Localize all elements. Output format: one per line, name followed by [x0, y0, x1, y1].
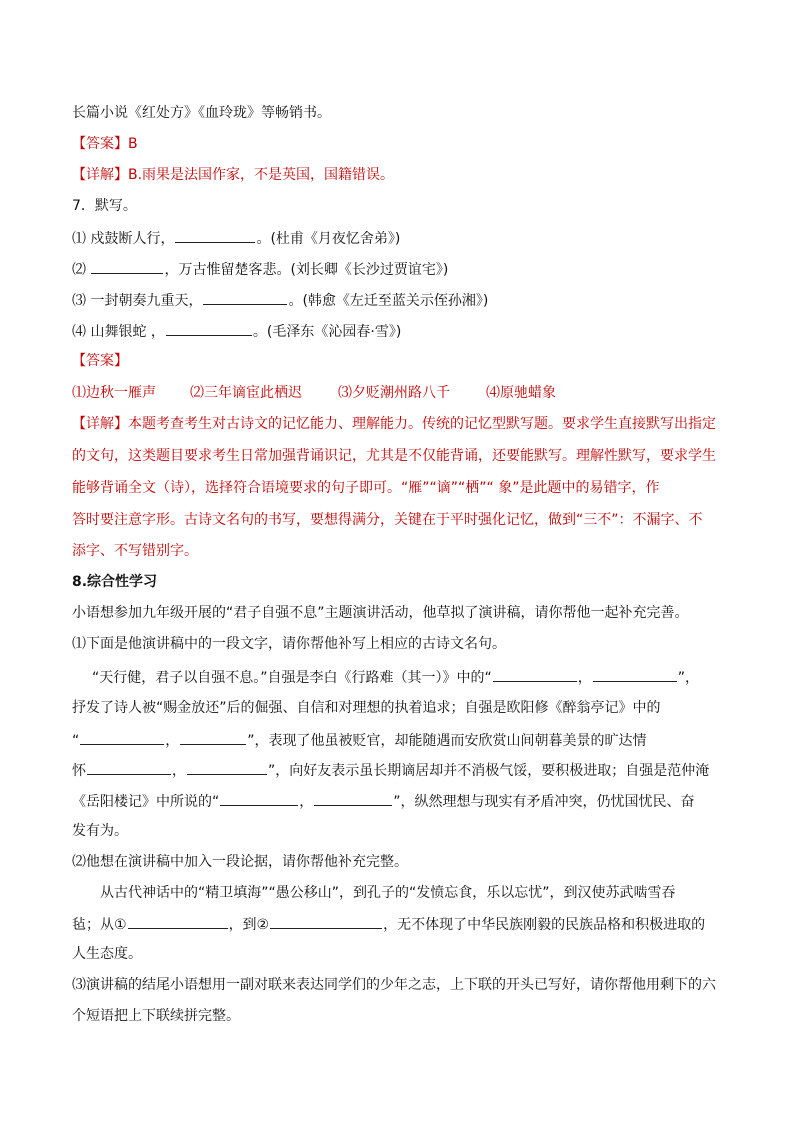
detail-text: 能够背诵全文（诗），选择符合语境要求的句子即可。“雁”“谪”“栖”“ 象”是此题中的易错字，作 — [72, 480, 660, 496]
text-span: 怀 — [72, 763, 86, 779]
dictation-source: 。(毛泽东《沁园春·雪》) — [252, 324, 402, 340]
blank-line — [203, 290, 287, 305]
question-title: 7．默写。 — [72, 198, 137, 214]
detail-text: 答时要注意字形。古诗文名句的书写，要想得满分，关键在于平时强化记忆，做到“三不”：不漏字、不 — [72, 512, 703, 528]
text-span: ， — [299, 794, 314, 810]
text-span: ”，表现了他虽被贬官，却能随遇而安欣赏山间朝暮美景的旷达情 — [247, 733, 647, 749]
blank-line — [87, 760, 171, 775]
detail-text: B.雨果是法国作家，不是英国，国籍错误。 — [128, 167, 395, 183]
sub-question: ⑶演讲稿的结尾小语想用一副对联来表达同学们的少年之志，上下联的开头已写好，请你帮他用剩下的六 — [72, 977, 716, 993]
text-span: ”，向好友表示虽长期谪居却并不消极气馁，要积极进取；自强是范仲淹 — [268, 763, 710, 779]
detail-row — [72, 166, 394, 184]
dictation-source: ，万古惟留楚客悲。(刘长卿《长沙过贾谊宅》) — [164, 262, 449, 278]
dictation-item-1 — [72, 228, 400, 248]
paragraph-line — [92, 667, 699, 687]
paragraph-line — [72, 760, 709, 780]
answer-row — [72, 135, 138, 153]
text-span: ， — [172, 763, 186, 779]
blank-line — [593, 667, 677, 682]
blank-line — [493, 667, 577, 682]
sub-question: 个短语把上下联续拼完整。 — [72, 1008, 240, 1024]
text-span: 《岳阳楼记》中所说的“ — [72, 794, 220, 810]
text-line: 小语想参加九年级开展的“君子自强不息”主题演讲活动，他草拟了演讲稿，请你帮他一起补充完善。 — [72, 605, 689, 621]
text-span: ，到② — [228, 917, 270, 933]
blank-line — [175, 228, 255, 243]
answer-item: ⑴边秋一雁声 — [72, 385, 156, 401]
detail-text: 添字、不写错别字。 — [72, 543, 198, 559]
text-span: ”， — [677, 670, 700, 686]
sub-question: ⑴下面是他演讲稿中的一段文字，请你帮他补写上相应的古诗文名句。 — [72, 636, 506, 652]
detail-text: 的文句，这类题目要求考生日常加强背诵识记，尤其是不仅能背诵，还要能默写。理解性默写，要求学生 — [72, 448, 716, 464]
paragraph-line: 抒发了诗人被“赐金放还”后的倔强、自信和对理想的执着追求；自强是欧阳修《醉翁亭记》中的 — [72, 700, 661, 716]
paragraph-line: 从古代神话中的“精卫填海”“愚公移山”，到孔子的“发愤忘食，乐以忘忧”，到汉使苏武啮雪吞 — [100, 885, 676, 901]
text-span: “ — [72, 733, 80, 749]
paragraph-line — [72, 791, 695, 811]
blank-line — [91, 259, 163, 274]
answer-label: 【答案】 — [72, 353, 128, 369]
paragraph-line — [72, 730, 647, 750]
text-span: “天行健，君子以自强不息。”自强是李白《行路难（其一）》中的“ — [92, 670, 492, 686]
answer-item: ⑵三年谪宦此栖迟 — [190, 385, 302, 401]
dictation-item-4 — [72, 321, 401, 341]
dictation-item-2 — [72, 259, 448, 279]
blank-line — [187, 760, 267, 775]
blank-line — [314, 791, 392, 806]
question-title: 8.综合性学习 — [72, 574, 158, 590]
answer-text: B — [128, 136, 138, 152]
sub-question: ⑵他想在演讲稿中加入一段论据，请你帮他补充完整。 — [72, 854, 408, 870]
dictation-source: 。(韩愈《左迁至蓝关示侄孙湘》) — [288, 293, 489, 309]
detail-label: 【详解】 — [72, 167, 128, 183]
detail-label: 【详解】 — [72, 416, 128, 432]
blank-line — [220, 791, 298, 806]
dictation-answers — [72, 384, 556, 402]
blank-line — [80, 730, 164, 745]
answer-item: ⑶夕贬潮州路八千 — [338, 385, 450, 401]
dictation-source: 。(杜甫《月夜忆舍弟》) — [256, 231, 401, 247]
answer-item: ⑷原驰蜡象 — [486, 385, 556, 401]
text-span: ， — [577, 670, 592, 686]
blank-line — [128, 914, 228, 929]
paragraph-line — [72, 914, 705, 934]
dictation-item-3 — [72, 290, 488, 310]
paragraph-line: 发有为。 — [72, 823, 128, 839]
detail-text: 本题考查考生对古诗文的记忆能力、理解能力。传统的记忆型默写题。要求学生直接默写出指定 — [128, 416, 716, 432]
blank-line — [180, 730, 246, 745]
dictation-prompt: ⑷ 山舞银蛇 ， — [72, 324, 165, 340]
text-span: ”，纵然理想与现实有矛盾冲突，仍忧国忧民、奋 — [393, 794, 695, 810]
dictation-prompt: ⑶ 一封朝奏九重天， — [72, 293, 203, 309]
answer-label: 【答案】 — [72, 136, 128, 152]
text-line: 长篇小说《红处方》《血玲珑》等畅销书。 — [72, 105, 331, 121]
detail-row — [72, 415, 716, 433]
text-span: ， — [165, 733, 180, 749]
text-span: 毡；从① — [72, 917, 127, 933]
blank-line — [166, 321, 252, 336]
blank-line — [270, 914, 382, 929]
dictation-prompt: ⑵ — [72, 262, 91, 278]
dictation-prompt: ⑴ 戍鼓断人行， — [72, 231, 175, 247]
paragraph-line: 人生态度。 — [72, 946, 142, 962]
text-span: ，无不体现了中华民族刚毅的民族品格和积极进取的 — [383, 917, 706, 933]
